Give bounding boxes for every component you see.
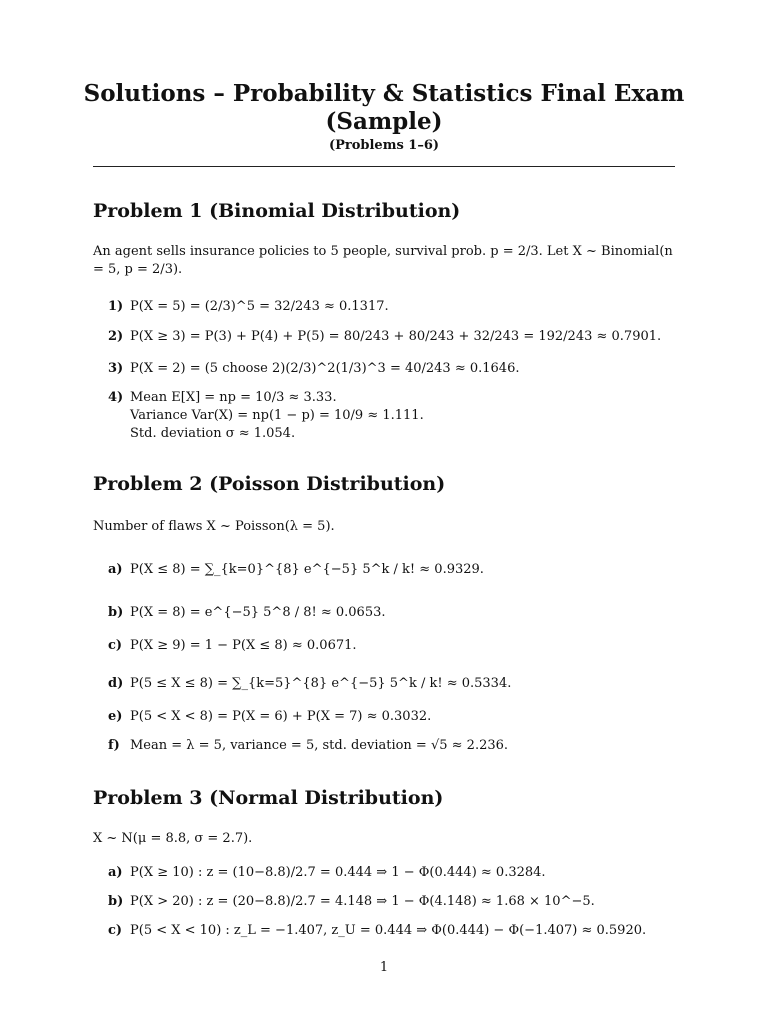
problem-2-item-b — [108, 604, 688, 622]
problem-2-item-f — [108, 737, 688, 755]
problem-3-intro: X ~ N(μ = 8.8, σ = 2.7). — [93, 831, 253, 846]
problem-1-item-3 — [108, 360, 688, 378]
problem-3-item-c — [108, 922, 688, 940]
item-text: P(X ≤ 8) = ∑_{k=0}^{8} e^{−5} 5^k / k! ≈ 0.9329. — [130, 562, 484, 577]
problem-1-item-4 — [108, 389, 688, 443]
item-text: P(X = 5) = (2/3)^5 = 32/243 ≈ 0.1317. — [130, 299, 389, 314]
document-subtitle: (Problems 1–6) — [328, 138, 440, 153]
item-text: P(X ≥ 9) = 1 − P(X ≤ 8) ≈ 0.0671. — [130, 638, 357, 653]
problem-1-item-1 — [108, 298, 688, 316]
item-text: P(X = 8) = e^{−5} 5^8 / 8! ≈ 0.0653. — [130, 605, 386, 620]
problem-3-item-b — [108, 893, 688, 911]
item-label: d) — [108, 676, 124, 691]
problem-2-item-d — [108, 675, 688, 693]
item-text: P(5 < X < 8) = P(X = 6) + P(X = 7) ≈ 0.3032. — [130, 709, 432, 724]
item-label: 4) — [108, 390, 124, 405]
problem-1-intro: An agent sells insurance policies to 5 people, survival prob. p = 2/3. Let X ~ Binomial(n = 5, p = 2/3). — [93, 244, 673, 277]
item-label: e) — [108, 709, 123, 724]
title-divider — [93, 166, 675, 167]
problem-2-item-e — [108, 708, 688, 726]
item-label: 1) — [108, 299, 124, 314]
problem-3-item-a — [108, 864, 688, 882]
item-text: P(5 ≤ X ≤ 8) = ∑_{k=5}^{8} e^{−5} 5^k / k! ≈ 0.5334. — [130, 676, 512, 691]
item-label: a) — [108, 865, 123, 880]
item-text: P(X ≥ 3) = P(3) + P(4) + P(5) = 80/243 + 80/243 + 32/243 = 192/243 ≈ 0.7901. — [130, 329, 662, 344]
item-label: a) — [108, 562, 123, 577]
item-label: 2) — [108, 329, 124, 344]
problem-2-item-c — [108, 637, 688, 655]
item-line-stddev: Std. deviation σ ≈ 1.054. — [130, 426, 296, 441]
problem-2-item-a — [108, 561, 688, 579]
item-text: Mean = λ = 5, variance = 5, std. deviation = √5 ≈ 2.236. — [130, 738, 509, 753]
item-line-mean: Mean E[X] = np = 10/3 ≈ 3.33. — [130, 390, 337, 405]
item-text: P(5 < X < 10) : z_L = −1.407, z_U = 0.444 ⇒ Φ(0.444) − Φ(−1.407) ≈ 0.5920. — [130, 923, 647, 938]
item-text: P(X ≥ 10) : z = (10−8.8)/2.7 = 0.444 ⇒ 1 − Φ(0.444) ≈ 0.3284. — [130, 865, 546, 880]
item-label: 3) — [108, 361, 124, 376]
item-text: P(X = 2) = (5 choose 2)(2/3)^2(1/3)^3 = 40/243 ≈ 0.1646. — [130, 361, 520, 376]
document-title: Solutions – Probability & Statistics Final Exam (Sample) — [83, 80, 685, 135]
item-label: c) — [108, 923, 123, 938]
item-label: c) — [108, 638, 123, 653]
problem-3-heading: Problem 3 (Normal Distribution) — [93, 787, 444, 809]
item-text: P(X > 20) : z = (20−8.8)/2.7 = 4.148 ⇒ 1 − Φ(4.148) ≈ 1.68 × 10^−5. — [130, 894, 595, 909]
item-label: b) — [108, 605, 124, 620]
item-line-variance: Variance Var(X) = np(1 − p) = 10/9 ≈ 1.111. — [130, 408, 424, 423]
item-label: f) — [108, 738, 120, 753]
problem-1-item-2 — [108, 328, 688, 346]
problem-2-heading: Problem 2 (Poisson Distribution) — [93, 473, 446, 495]
problem-1-heading: Problem 1 (Binomial Distribution) — [93, 200, 461, 222]
item-label: b) — [108, 894, 124, 909]
page-number: 1 — [379, 960, 389, 975]
problem-2-intro: Number of flaws X ~ Poisson(λ = 5). — [93, 519, 335, 534]
